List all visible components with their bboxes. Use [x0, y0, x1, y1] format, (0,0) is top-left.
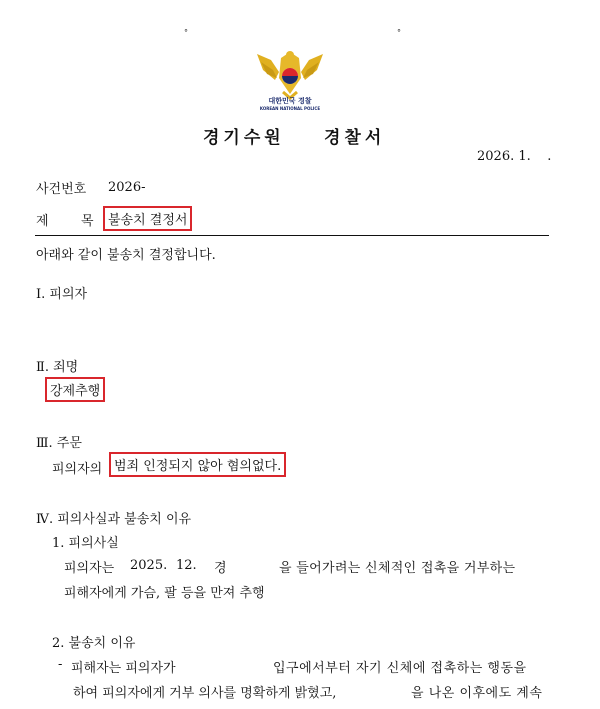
section-facts-heading: Ⅳ. 피의사실과 불송치 이유	[36, 512, 192, 527]
facts-line-1-c: 12.	[176, 558, 197, 573]
case-number-label: 사건번호	[36, 182, 87, 197]
section-charge-heading: Ⅱ. 죄명	[36, 360, 79, 375]
facts-line-1-b: 2025.	[130, 558, 168, 573]
ruling-value: 범죄 인정되지 않아 혐의없다.	[109, 452, 286, 477]
document-date: 2026. 1. .	[477, 149, 552, 164]
reason-line-2-b: 을 나온 이후에도 계속	[411, 686, 543, 701]
facts-line-1-a: 피의자는	[64, 561, 115, 576]
reason-bullet: -	[58, 657, 63, 672]
reason-subheading: 2. 불송치 이유	[52, 636, 136, 651]
margin-dot: °	[184, 28, 188, 37]
subject-label-1: 제	[36, 214, 49, 229]
header-divider	[35, 235, 549, 236]
reason-line-2-a: 하여 피의자에게 거부 의사를 명확하게 밝혔고,	[73, 686, 337, 701]
org-name-left: 경기수원	[203, 128, 285, 148]
facts-line-2: 피해자에게 가슴, 팔 등을 만져 추행	[64, 586, 265, 601]
subject-value: 불송치 결정서	[103, 206, 192, 231]
section-suspect-heading: Ⅰ. 피의자	[36, 287, 88, 302]
subject-label-2: 목	[81, 214, 94, 229]
emblem-name-en: KOREAN NATIONAL POLICE	[259, 106, 321, 111]
facts-subheading: 1. 피의사실	[52, 536, 119, 551]
case-number-value: 2026-	[108, 180, 146, 195]
police-emblem-icon	[255, 48, 325, 100]
margin-dot: °	[397, 28, 401, 37]
intro-text: 아래와 같이 불송치 결정합니다.	[36, 248, 216, 263]
charge-value: 강제추행	[45, 377, 105, 402]
emblem-name-ko: 대한민국 경찰	[268, 97, 312, 105]
reason-line-1-b: 입구에서부터 자기 신체에 접촉하는 행동을	[273, 661, 527, 676]
section-ruling-heading: Ⅲ. 주문	[36, 436, 82, 451]
org-name-right: 경찰서	[324, 128, 386, 148]
reason-line-1-a: 피해자는 피의자가	[71, 661, 176, 676]
facts-line-1-d: 경	[214, 561, 227, 576]
ruling-prefix: 피의자의	[52, 462, 107, 477]
facts-line-1-e: 을 들어가려는 신체적인 접촉을 거부하는	[279, 561, 516, 576]
